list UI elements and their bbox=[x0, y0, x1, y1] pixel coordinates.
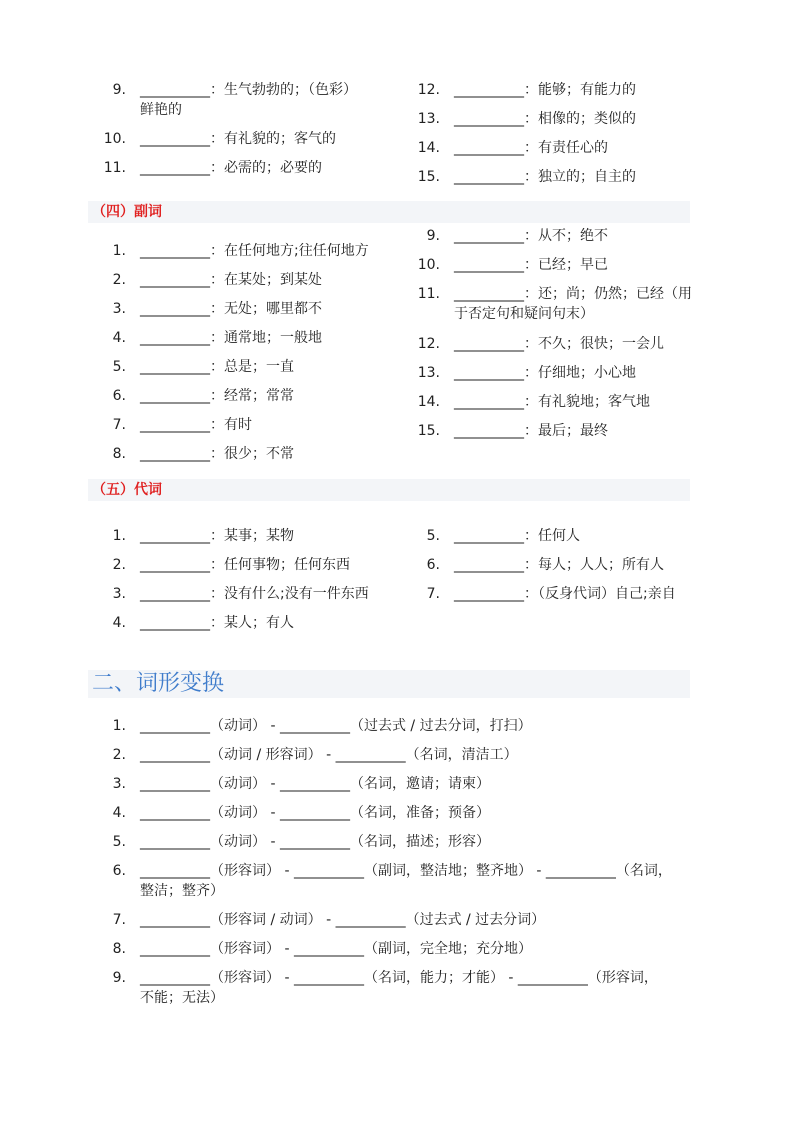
list-item: 7. __________：（反身代词）自己;亲自 bbox=[426, 586, 676, 602]
list-item: 3. __________（动词） - __________（名词，邀请；请柬） bbox=[112, 776, 490, 792]
item-text: __________（动词） - __________（过去式 / 过去分词，打扫） bbox=[140, 718, 532, 734]
item-text: __________（动词） - __________（名词，邀请；请柬） bbox=[140, 776, 490, 792]
item-text: __________：经常；常常 bbox=[140, 388, 294, 404]
list-item: 2. __________：在某处；到某处 bbox=[112, 272, 322, 288]
list-item: 15. __________：最后；最终 bbox=[417, 423, 608, 439]
list-item: 9. __________：从不；绝不 bbox=[426, 228, 608, 244]
item-text: __________：有时 bbox=[140, 417, 252, 433]
section-heading-bar bbox=[88, 479, 690, 501]
item-text: __________：仔细地；小心地 bbox=[454, 365, 636, 381]
list-item: 3. __________：没有什么;没有一件东西 bbox=[112, 586, 369, 602]
list-item: 7. __________（形容词 / 动词） - __________（过去式 / 过去分词） bbox=[112, 912, 546, 928]
item-text: __________：生气勃勃的；（色彩） bbox=[140, 82, 357, 98]
list-item: 6. __________：每人；人人；所有人 bbox=[426, 557, 664, 573]
item-text: __________：有责任心的 bbox=[454, 140, 608, 156]
item-text: __________：必需的；必要的 bbox=[140, 160, 322, 176]
item-text: __________：还；尚；仍然；已经（用 bbox=[454, 286, 692, 302]
item-text: __________：每人；人人；所有人 bbox=[454, 557, 664, 573]
list-item: 9. __________（形容词） - __________（名词，能力；才能） - __________（形容词， bbox=[112, 970, 658, 986]
item-text: __________：某事；某物 bbox=[140, 528, 294, 544]
item-text: __________：（反身代词）自己;亲自 bbox=[454, 586, 676, 602]
section-heading-bar bbox=[88, 201, 690, 223]
item-text: __________（形容词 / 动词） - __________（过去式 / 过去分词） bbox=[140, 912, 546, 928]
item-text-continued: 鲜艳的 bbox=[140, 102, 182, 118]
list-item: 9. __________：生气勃勃的；（色彩） bbox=[112, 82, 357, 98]
item-text: __________：不久；很快；一会儿 bbox=[454, 336, 664, 352]
heading-word-forms: 二、词形变换 bbox=[92, 671, 225, 696]
list-item: 12. __________：不久；很快；一会儿 bbox=[417, 336, 664, 352]
item-text: __________：某人；有人 bbox=[140, 615, 294, 631]
list-item: 13. __________：仔细地；小心地 bbox=[417, 365, 636, 381]
item-text-continued: 整洁；整齐） bbox=[140, 883, 224, 899]
list-item: 5. __________：任何人 bbox=[426, 528, 580, 544]
list-item: 11. __________：还；尚；仍然；已经（用 bbox=[417, 286, 692, 302]
list-item: 12. __________：能够；有能力的 bbox=[417, 82, 636, 98]
item-text: __________：任何事物；任何东西 bbox=[140, 557, 350, 573]
list-item: 7. __________：有时 bbox=[112, 417, 252, 433]
list-item: 5. __________（动词） - __________（名词，描述；形容） bbox=[112, 834, 490, 850]
item-text: __________：无处；哪里都不 bbox=[140, 301, 322, 317]
item-text: __________：没有什么;没有一件东西 bbox=[140, 586, 369, 602]
list-item: 10. __________：有礼貌的；客气的 bbox=[103, 131, 336, 147]
item-text: __________（动词 / 形容词） - __________（名词，清洁工） bbox=[140, 747, 518, 763]
list-item: 14. __________：有礼貌地；客气地 bbox=[417, 394, 650, 410]
item-text: __________：很少；不常 bbox=[140, 446, 294, 462]
list-item: 15. __________：独立的；自主的 bbox=[417, 169, 636, 185]
item-text: __________：从不；绝不 bbox=[454, 228, 608, 244]
item-text: __________（形容词） - __________（名词，能力；才能） - __________（形容词， bbox=[140, 970, 658, 986]
list-item: 6. __________（形容词） - __________（副词，整洁地；整齐地） - __________（名词， bbox=[112, 863, 672, 879]
list-item: 8. __________（形容词） - __________（副词，完全地；充分地） bbox=[112, 941, 532, 957]
item-text: __________：有礼貌的；客气的 bbox=[140, 131, 336, 147]
list-item: 14. __________：有责任心的 bbox=[417, 140, 608, 156]
item-text: __________：有礼貌地；客气地 bbox=[454, 394, 650, 410]
list-item: 13. __________：相像的；类似的 bbox=[417, 111, 636, 127]
item-text: __________：已经；早已 bbox=[454, 257, 608, 273]
list-item: 4. __________：通常地；一般地 bbox=[112, 330, 322, 346]
item-text-continued: 于否定句和疑问句末） bbox=[454, 306, 594, 322]
item-text: __________：最后；最终 bbox=[454, 423, 608, 439]
list-item: 6. __________：经常；常常 bbox=[112, 388, 294, 404]
list-item: 10. __________：已经；早已 bbox=[417, 257, 608, 273]
item-text: __________：总是；一直 bbox=[140, 359, 294, 375]
item-text: __________（形容词） - __________（副词，完全地；充分地） bbox=[140, 941, 532, 957]
item-text: __________：在任何地方;往任何地方 bbox=[140, 243, 369, 259]
list-item: 4. __________（动词） - __________（名词，准备；预备） bbox=[112, 805, 490, 821]
item-text: __________：能够；有能力的 bbox=[454, 82, 636, 98]
list-item: 11. __________：必需的；必要的 bbox=[103, 160, 322, 176]
list-item: 1. __________：在任何地方;往任何地方 bbox=[112, 243, 369, 259]
list-item: 1. __________：某事；某物 bbox=[112, 528, 294, 544]
item-text: __________（形容词） - __________（副词，整洁地；整齐地） - __________（名词， bbox=[140, 863, 672, 879]
list-item: 1. __________（动词） - __________（过去式 / 过去分词，打扫） bbox=[112, 718, 532, 734]
list-item: 8. __________：很少；不常 bbox=[112, 446, 294, 462]
list-item: 5. __________：总是；一直 bbox=[112, 359, 294, 375]
item-text: __________：通常地；一般地 bbox=[140, 330, 322, 346]
list-item: 2. __________：任何事物；任何东西 bbox=[112, 557, 350, 573]
section-title-pronouns: （五）代词 bbox=[92, 482, 162, 498]
list-item: 4. __________：某人；有人 bbox=[112, 615, 294, 631]
item-text: __________：独立的；自主的 bbox=[454, 169, 636, 185]
list-item: 3. __________：无处；哪里都不 bbox=[112, 301, 322, 317]
list-item: 2. __________（动词 / 形容词） - __________（名词，清洁工） bbox=[112, 747, 518, 763]
item-text: __________（动词） - __________（名词，描述；形容） bbox=[140, 834, 490, 850]
item-text-continued: 不能；无法） bbox=[140, 990, 224, 1006]
item-text: __________：相像的；类似的 bbox=[454, 111, 636, 127]
item-text: __________：任何人 bbox=[454, 528, 580, 544]
item-text: __________：在某处；到某处 bbox=[140, 272, 322, 288]
section-title-adverbs: （四）副词 bbox=[92, 204, 162, 220]
item-text: __________（动词） - __________（名词，准备；预备） bbox=[140, 805, 490, 821]
